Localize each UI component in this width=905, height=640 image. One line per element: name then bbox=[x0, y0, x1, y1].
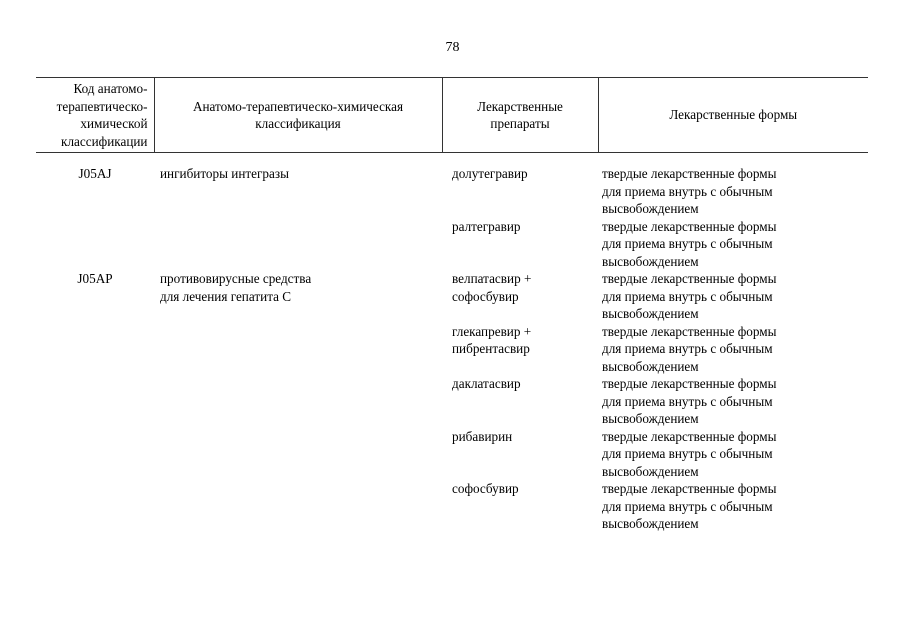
form-cell: твердые лекарственные формы для приема внутрь с обычным высвобождением bbox=[602, 376, 777, 426]
code-cell bbox=[36, 218, 154, 271]
header-drugs: Лекарственные препараты bbox=[442, 78, 598, 153]
classification-cell bbox=[154, 375, 442, 428]
classification-cell: противовирусные средства для лечения гепатита С bbox=[160, 271, 312, 304]
header-row bbox=[36, 78, 868, 153]
table-header bbox=[36, 78, 868, 153]
code-cell bbox=[36, 480, 154, 533]
drug-cell: велпатасвир + софосбувир bbox=[452, 271, 532, 304]
code-cell bbox=[36, 375, 154, 428]
header-forms: Лекарственные формы bbox=[598, 78, 868, 153]
code-cell bbox=[36, 428, 154, 481]
form-cell: твердые лекарственные формы для приема внутрь с обычным высвобождением bbox=[602, 481, 777, 531]
drug-cell: ралтегравир bbox=[452, 218, 521, 234]
table-row bbox=[36, 270, 868, 323]
classification-cell: ингибиторы интегразы bbox=[160, 166, 289, 181]
header-code: Код анатомо- терапевтическо- химической классификации bbox=[36, 78, 154, 153]
table-body bbox=[36, 153, 868, 533]
code-cell: J05AJ bbox=[78, 166, 112, 181]
drug-cell: долутегравир bbox=[452, 166, 528, 181]
form-cell: твердые лекарственные формы для приема внутрь с обычным высвобождением bbox=[602, 166, 777, 216]
classification-cell bbox=[154, 218, 442, 271]
header-spacer bbox=[36, 153, 868, 166]
form-cell: твердые лекарственные формы для приема внутрь с обычным высвобождением bbox=[602, 271, 777, 321]
table-row bbox=[36, 323, 868, 376]
form-cell: твердые лекарственные формы для приема внутрь с обычным высвобождением bbox=[602, 323, 777, 374]
table-row bbox=[36, 218, 868, 271]
table-row bbox=[36, 165, 868, 218]
drug-cell: даклатасвир bbox=[452, 376, 521, 391]
code-cell: J05AP bbox=[77, 271, 113, 286]
classification-cell bbox=[154, 323, 442, 376]
page-number: 78 bbox=[445, 40, 460, 55]
header-classification: Анатомо-терапевтическо-химическая классификация bbox=[154, 78, 442, 153]
form-cell: твердые лекарственные формы для приема внутрь с обычным высвобождением bbox=[602, 218, 777, 269]
form-cell: твердые лекарственные формы для приема внутрь с обычным высвобождением bbox=[602, 428, 777, 479]
table-row bbox=[36, 375, 868, 428]
drug-cell: глекапревир + пибрентасвир bbox=[452, 323, 532, 356]
drug-cell: софосбувир bbox=[452, 481, 519, 496]
drug-cell: рибавирин bbox=[452, 428, 513, 444]
classification-cell bbox=[154, 480, 442, 533]
table-row bbox=[36, 428, 868, 481]
classification-cell bbox=[154, 428, 442, 481]
code-cell bbox=[36, 323, 154, 376]
drug-table bbox=[36, 77, 868, 533]
table-row bbox=[36, 480, 868, 533]
